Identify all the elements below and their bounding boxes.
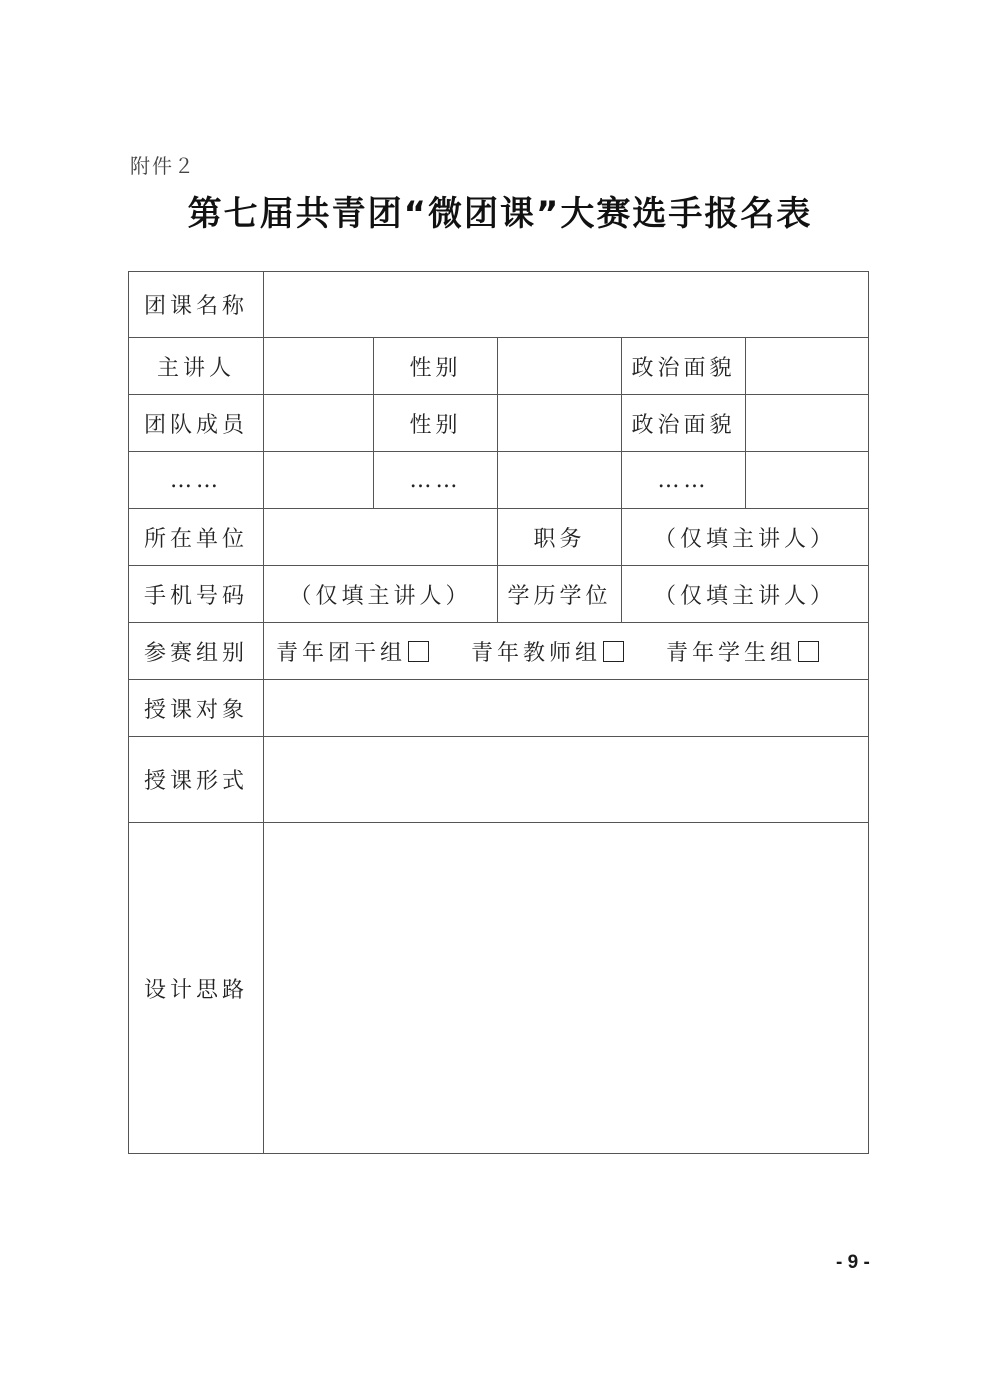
audience-field[interactable] [263,679,869,737]
more-political-field[interactable] [745,451,869,509]
unit-label: 所在单位 [128,508,264,566]
course-name-field[interactable] [263,271,869,338]
phone-label: 手机号码 [128,565,264,623]
page-number: - 9 - [836,1252,870,1273]
presenter-name-field[interactable] [263,337,374,395]
group-option-teacher[interactable]: 青年教师组 [471,636,624,667]
presenter-political-label: 政治面貌 [621,337,746,395]
member-political-label: 政治面貌 [621,394,746,452]
education-field[interactable]: （仅填主讲人） [621,565,869,623]
position-label: 职务 [497,508,622,566]
presenter-gender-label: 性别 [373,337,498,395]
more-gender-field[interactable] [497,451,622,509]
more-gender-ellipsis: …… [373,451,498,509]
group-options [263,622,869,680]
more-political-ellipsis: …… [621,451,746,509]
member-political-field[interactable] [745,394,869,452]
checkbox[interactable] [603,641,624,662]
member-label: 团队成员 [128,394,264,452]
page-title: 第七届共青团“微团课”大赛选手报名表 [187,194,813,234]
member-gender-field[interactable] [497,394,622,452]
format-label: 授课形式 [128,736,264,823]
presenter-label: 主讲人 [128,337,264,395]
unit-field[interactable] [263,508,498,566]
checkbox[interactable] [408,641,429,662]
course-name-label: 团课名称 [128,271,264,338]
phone-field[interactable]: （仅填主讲人） [263,565,498,623]
registration-form-table [128,271,869,1154]
format-field[interactable] [263,736,869,823]
presenter-political-field[interactable] [745,337,869,395]
more-name-field[interactable] [263,451,374,509]
design-label: 设计思路 [128,822,264,1154]
more-members-ellipsis: …… [128,451,264,509]
attachment-label: 附件２ [130,154,196,178]
member-name-field[interactable] [263,394,374,452]
education-label: 学历学位 [497,565,622,623]
group-option-student[interactable]: 青年学生组 [666,636,819,667]
audience-label: 授课对象 [128,679,264,737]
design-field[interactable] [263,822,869,1154]
presenter-gender-field[interactable] [497,337,622,395]
checkbox[interactable] [798,641,819,662]
group-label: 参赛组别 [128,622,264,680]
position-field[interactable]: （仅填主讲人） [621,508,869,566]
member-gender-label: 性别 [373,394,498,452]
group-option-league-cadre[interactable]: 青年团干组 [276,636,429,667]
